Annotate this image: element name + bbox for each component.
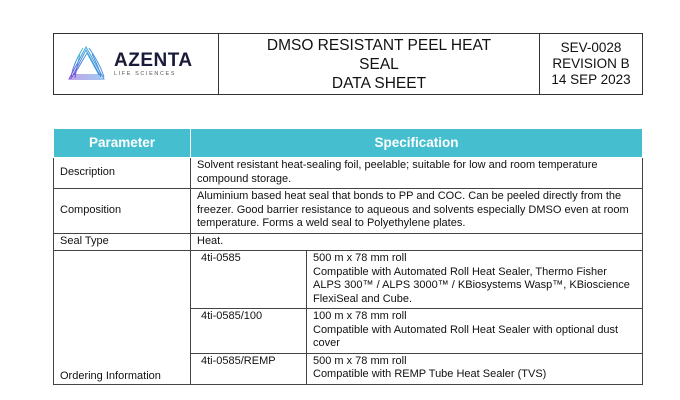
table-row [54, 158, 643, 189]
table-row [54, 189, 643, 234]
title-line-2: SEAL [359, 55, 399, 73]
order-detail-2 [307, 309, 643, 354]
order-compat-3: Compatible with REMP Tube Heat Sealer (TVS) [313, 368, 547, 380]
row-label-ordering: Ordering Information [54, 251, 191, 385]
row-label-seal-type: Seal Type [54, 233, 191, 251]
document-meta [540, 34, 642, 94]
table-row [54, 233, 643, 251]
order-size-3: 500 m x 78 mm roll [313, 354, 407, 367]
row-value-composition: Aluminium based heat seal that bonds to PP and COC. Can be peeled directly from the freezer. Good barrier resistance to aqueous and solvents especially DMSO even at room temperature. Forms a weld seal to Polyethylene plates. [191, 189, 643, 234]
table-row [54, 251, 643, 309]
brand-subtitle: LIFE SCIENCES [114, 70, 177, 77]
order-compat-1: Compatible with Automated Roll Heat Sealer, Thermo Fisher ALPS 300™ / ALPS 3000™ / KBiosystems Wasp™, KBioscience FlexiSeal and Cube. [313, 265, 630, 305]
azenta-triangle-logo-icon [66, 44, 108, 84]
revision: REVISION B [552, 56, 630, 71]
row-value-description: Solvent resistant heat-sealing foil, peelable; suitable for low and room temperature compound storage. [191, 158, 643, 189]
row-value-seal-type: Heat. [191, 233, 643, 251]
order-detail-1 [307, 251, 643, 309]
title-line-1: DMSO RESISTANT PEEL HEAT [266, 36, 492, 54]
row-label-composition: Composition [54, 189, 191, 234]
order-code-1: 4ti-0585 [191, 251, 307, 309]
row-label-description: Description [54, 158, 191, 189]
order-code-2: 4ti-0585/100 [191, 309, 307, 354]
order-size-1: 500 m x 78 mm roll [313, 252, 407, 264]
header-specification: Specification [191, 129, 643, 158]
order-compat-2: Compatible with Automated Roll Heat Sealer with optional dust cover [313, 323, 619, 349]
brand-name: AZENTA [114, 49, 193, 71]
logo-cell [54, 34, 219, 94]
header-parameter: Parameter [54, 129, 191, 158]
table-header-row [54, 129, 643, 158]
document-header [53, 33, 643, 95]
order-size-2: 100 m x 78 mm roll [313, 310, 407, 322]
specification-table [53, 128, 643, 385]
brand [114, 51, 193, 78]
title-line-3: DATA SHEET [331, 74, 427, 92]
order-detail-3 [307, 353, 643, 384]
doc-number: SEV-0028 [560, 40, 622, 55]
document-title [219, 34, 540, 94]
order-code-3: 4ti-0585/REMP [191, 353, 307, 384]
revision-date: 14 SEP 2023 [551, 72, 631, 87]
